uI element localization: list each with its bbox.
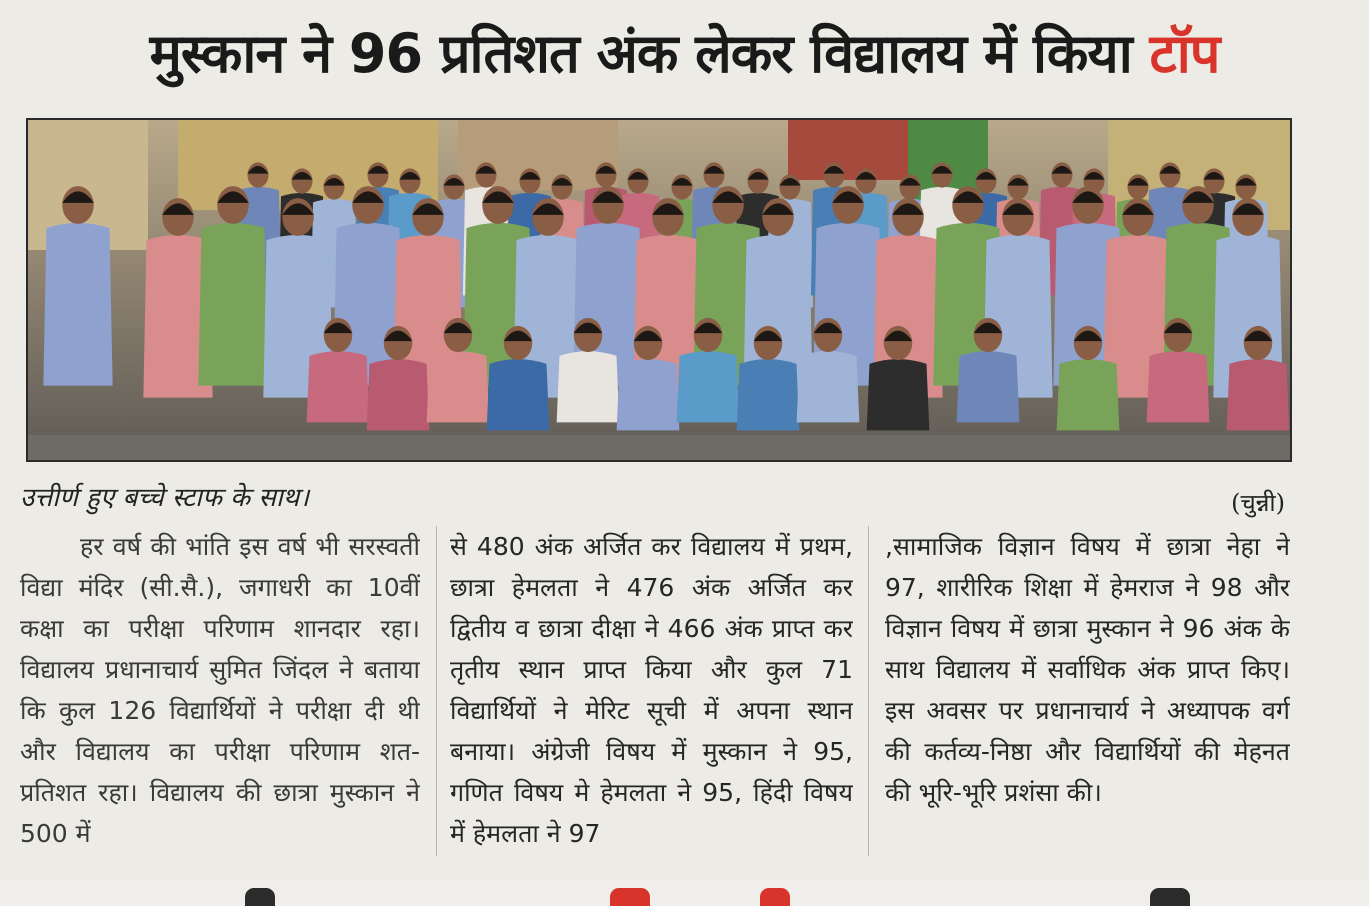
group-photo-illustration [28,120,1290,460]
building-red-door [788,120,908,180]
person-body [557,351,620,422]
article-column-1 [20,526,420,856]
headline-text: मुस्कान ने 96 प्रतिशत अंक लेकर विद्यालय में किया [149,22,1132,85]
person-body [307,351,370,422]
person-body [677,351,740,422]
next-headline-fragment [760,888,790,906]
person-body [198,223,267,386]
person-body [737,359,800,430]
photo-floor [28,435,1290,460]
photo-caption: उत्तीर्ण हुए बच्चे स्टाफ के साथ। [20,483,310,513]
person-body [427,351,490,422]
person-body [617,359,680,430]
article-column-1-text: हर वर्ष की भांति इस वर्ष भी सरस्वती विद्या मंदिर (सी.सै.), जगाधरी का 10वीं कक्षा का परीक्षा परिणाम शानदार रहा। विद्यालय प्रधानाचार्य सुमित जिंदल ने बताया कि कुल 126 विद्यार्थियों ने परीक्षा दी थी और विद्यालय का परीक्षा परिणाम शत-प्रतिशत रहा। विद्यालय की छात्रा मुस्कान ने 500 में [20,532,420,848]
headline-accent: टॉप [1149,22,1220,85]
article-column-2 [450,526,853,856]
photo-credit: (चुन्नी) [1231,489,1285,517]
person-body [1147,351,1210,422]
article-column-3-text: ,सामाजिक विज्ञान विषय में छात्रा नेहा ने 97, शारीरिक शिक्षा में हेमराज ने 98 और विज्ञान विषय में छात्रा मुस्कान ने 96 अंक के साथ विद्यालय में सर्वाधिक अंक प्राप्त किए। इस अवसर पर प्रधानाचार्य ने अध्यापक वर्ग की कर्तव्य-निष्ठा और विद्यार्थियों की मेहनत की भूरि-भूरि प्रशंसा की। [885,532,1290,807]
person-body [797,351,860,422]
column-divider [868,526,869,856]
group-photo [26,118,1292,462]
column-divider [436,526,437,856]
article-column-2-text: से 480 अंक अर्जित कर विद्यालय में प्रथम, छात्रा हेमलता ने 476 अंक अर्जित कर द्वितीय व छात्रा दीक्षा ने 466 अंक प्राप्त कर तृतीय स्थान प्राप्त किया और कुल 71 विद्यार्थियों ने मेरिट सूची में अपना स्थान बनाया। अंग्रेजी विषय में मुस्कान ने 95, गणित विषय मे हेमलता ने 95, हिंदी विषय में हेमलता ने 97 [450,532,853,848]
person-body [1227,359,1290,430]
next-headline-fragment [610,888,650,906]
person-body [43,223,112,386]
person-body [1057,359,1120,430]
article-column-3 [885,526,1290,856]
next-headline-fragment [245,888,275,906]
person-body [487,359,550,430]
headline [0,14,1369,88]
person-body [367,359,430,430]
person-body [957,351,1020,422]
person-body [867,359,930,430]
next-headline-fragment [1150,888,1190,906]
